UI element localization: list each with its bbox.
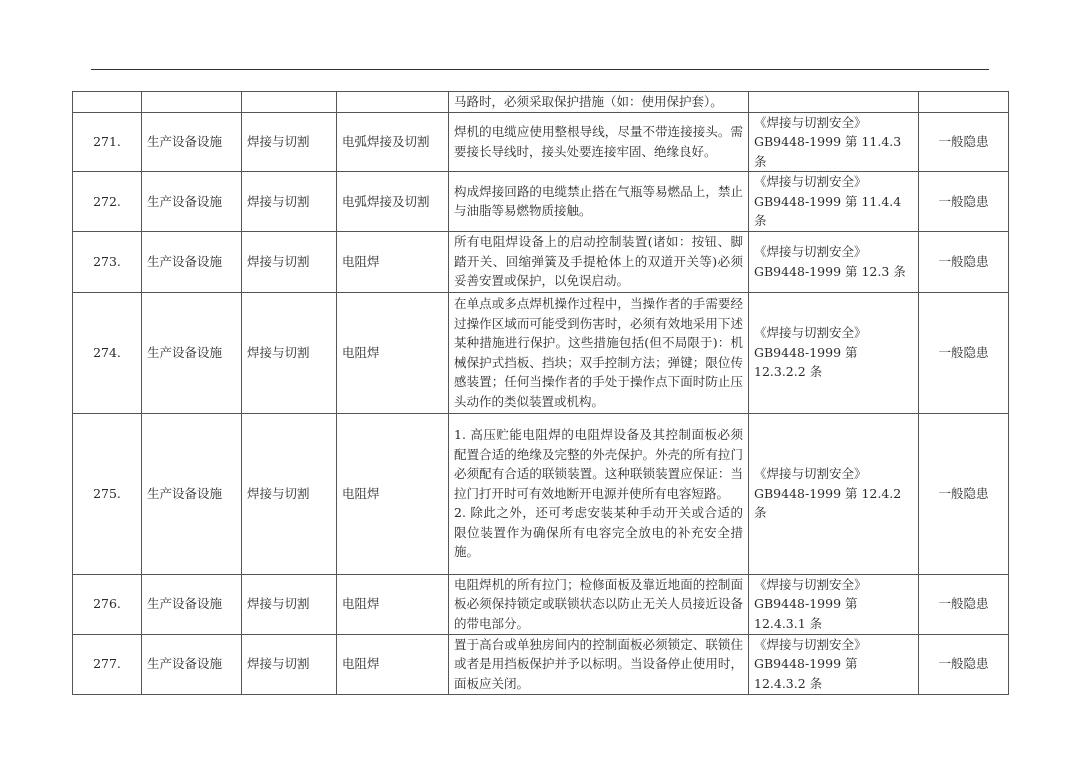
table-row (73, 413, 1009, 574)
cell-category: 生产设备设施 (142, 172, 242, 232)
cell-no: 271. (73, 112, 142, 172)
cell-no: 273. (73, 231, 142, 292)
cell-requirement: 构成焊接回路的电缆禁止搭在气瓶等易燃品上，禁止与油脂等易燃物质接触。 (449, 172, 749, 232)
cell-level: 一般隐患 (919, 172, 1009, 232)
cell-item (337, 92, 449, 113)
cell-basis (749, 172, 919, 232)
cell-no: 276. (73, 574, 142, 634)
cell-category: 生产设备设施 (142, 574, 242, 634)
table-row (73, 574, 1009, 634)
cell-requirement: 所有电阻焊设备上的启动控制装置(诸如：按钮、脚踏开关、回缩弹簧及手提枪体上的双道开关等)必须妥善安置或保护，以免误启动。 (449, 231, 749, 292)
basis-clause: GB9448-1999 第 12.4.2 条 (754, 485, 902, 521)
cell-level (919, 92, 1009, 113)
cell-no: 275. (73, 413, 142, 574)
cell-subcategory: 焊接与切割 (242, 112, 337, 172)
cell-level: 一般隐患 (919, 413, 1009, 574)
cell-subcategory (242, 92, 337, 113)
table-row (73, 112, 1009, 172)
cell-no: 272. (73, 172, 142, 232)
basis-title: 《焊接与切割安全》 (754, 244, 867, 259)
basis-clause: GB9448-1999 第 11.4.4 条 (754, 193, 902, 228)
table-row (73, 292, 1009, 413)
cell-no: 274. (73, 292, 142, 413)
cell-requirement: 电阻焊机的所有拉门；检修面板及靠近地面的控制面板必须保持锁定或联锁状态以防止无关人员接近设备的带电部分。 (449, 574, 749, 634)
cell-level: 一般隐患 (919, 231, 1009, 292)
cell-subcategory: 焊接与切割 (242, 413, 337, 574)
basis-title: 《焊接与切割安全》 (754, 576, 867, 592)
table-row (73, 172, 1009, 232)
table-row (73, 634, 1009, 694)
cell-category: 生产设备设施 (142, 231, 242, 292)
cell-no (73, 92, 142, 113)
cell-basis (749, 634, 919, 694)
cell-basis (749, 292, 919, 413)
cell-level: 一般隐患 (919, 112, 1009, 172)
cell-requirement: 在单点或多点焊机操作过程中，当操作者的手需要经过操作区域而可能受到伤害时，必须有效地采用下述某种措施进行保护。这些措施包括(但不局限于)：机械保护式挡板、挡块；双手控制方法；弹键；限位传感装置；任何当操作者的手处于操作点下面时防止压头动作的类似装置或机构。 (449, 292, 749, 413)
cell-requirement (449, 413, 749, 574)
requirement-paragraph-1: 1. 高压贮能电阻焊的电阻焊设备及其控制面板必须配置合适的绝缘及完整的外壳保护。外壳的所有拉门必须配有合适的联锁装置。这种联锁装置应保证：当拉门打开时可有效地断开电源并使所有电容短路。 (454, 427, 743, 501)
cell-requirement: 置于高台或单独房间内的控制面板必须锁定、联锁住或者是用挡板保护并予以标明。当设备停止使用时，面板应关闭。 (449, 634, 749, 694)
cell-subcategory: 焊接与切割 (242, 574, 337, 634)
cell-item: 电阻焊 (337, 231, 449, 292)
cell-subcategory: 焊接与切割 (242, 172, 337, 232)
basis-clause: GB9448-1999 第 12.4.3.1 条 (754, 596, 858, 631)
basis-clause: GB9448-1999 第 12.3.2.2 条 (754, 344, 858, 380)
basis-title: 《焊接与切割安全》 (754, 636, 867, 652)
cell-item: 电弧焊接及切割 (337, 172, 449, 232)
cell-category (142, 92, 242, 113)
cell-category: 生产设备设施 (142, 112, 242, 172)
basis-clause: GB9448-1999 第 12.4.3.2 条 (754, 656, 858, 691)
cell-basis (749, 231, 919, 292)
cell-basis (749, 574, 919, 634)
basis-title: 《焊接与切割安全》 (754, 174, 867, 189)
basis-title: 《焊接与切割安全》 (754, 466, 867, 482)
cell-level: 一般隐患 (919, 292, 1009, 413)
cell-level: 一般隐患 (919, 574, 1009, 634)
table-row-continuation (73, 92, 1009, 113)
cell-requirement: 马路时，必须采取保护措施（如：使用保护套）。 (449, 92, 749, 113)
cell-item: 电阻焊 (337, 292, 449, 413)
cell-requirement: 焊机的电缆应使用整根导线，尽量不带连接接头。需要接长导线时，接头处要连接牢固、绝缘良好。 (449, 112, 749, 172)
cell-basis (749, 112, 919, 172)
cell-item: 电弧焊接及切割 (337, 112, 449, 172)
basis-clause: GB9448-1999 第 12.3 条 (754, 263, 906, 279)
cell-category: 生产设备设施 (142, 634, 242, 694)
cell-category: 生产设备设施 (142, 292, 242, 413)
requirement-paragraph-2: 2. 除此之外，还可考虑安装某种手动开关或合适的限位装置作为确保所有电容完全放电的补充安全措施。 (454, 505, 743, 560)
basis-clause: GB9448-1999 第 11.4.3 条 (754, 134, 902, 169)
table-row (73, 231, 1009, 292)
basis-title: 《焊接与切割安全》 (754, 325, 867, 341)
cell-item: 电阻焊 (337, 413, 449, 574)
cell-level: 一般隐患 (919, 634, 1009, 694)
cell-subcategory: 焊接与切割 (242, 634, 337, 694)
cell-category: 生产设备设施 (142, 413, 242, 574)
cell-item: 电阻焊 (337, 574, 449, 634)
cell-item: 电阻焊 (337, 634, 449, 694)
basis-title: 《焊接与切割安全》 (754, 114, 867, 130)
hazard-table (72, 91, 1009, 695)
cell-subcategory: 焊接与切割 (242, 292, 337, 413)
cell-no: 277. (73, 634, 142, 694)
cell-basis (749, 413, 919, 574)
header-rule (91, 69, 989, 70)
cell-basis (749, 92, 919, 113)
cell-subcategory: 焊接与切割 (242, 231, 337, 292)
